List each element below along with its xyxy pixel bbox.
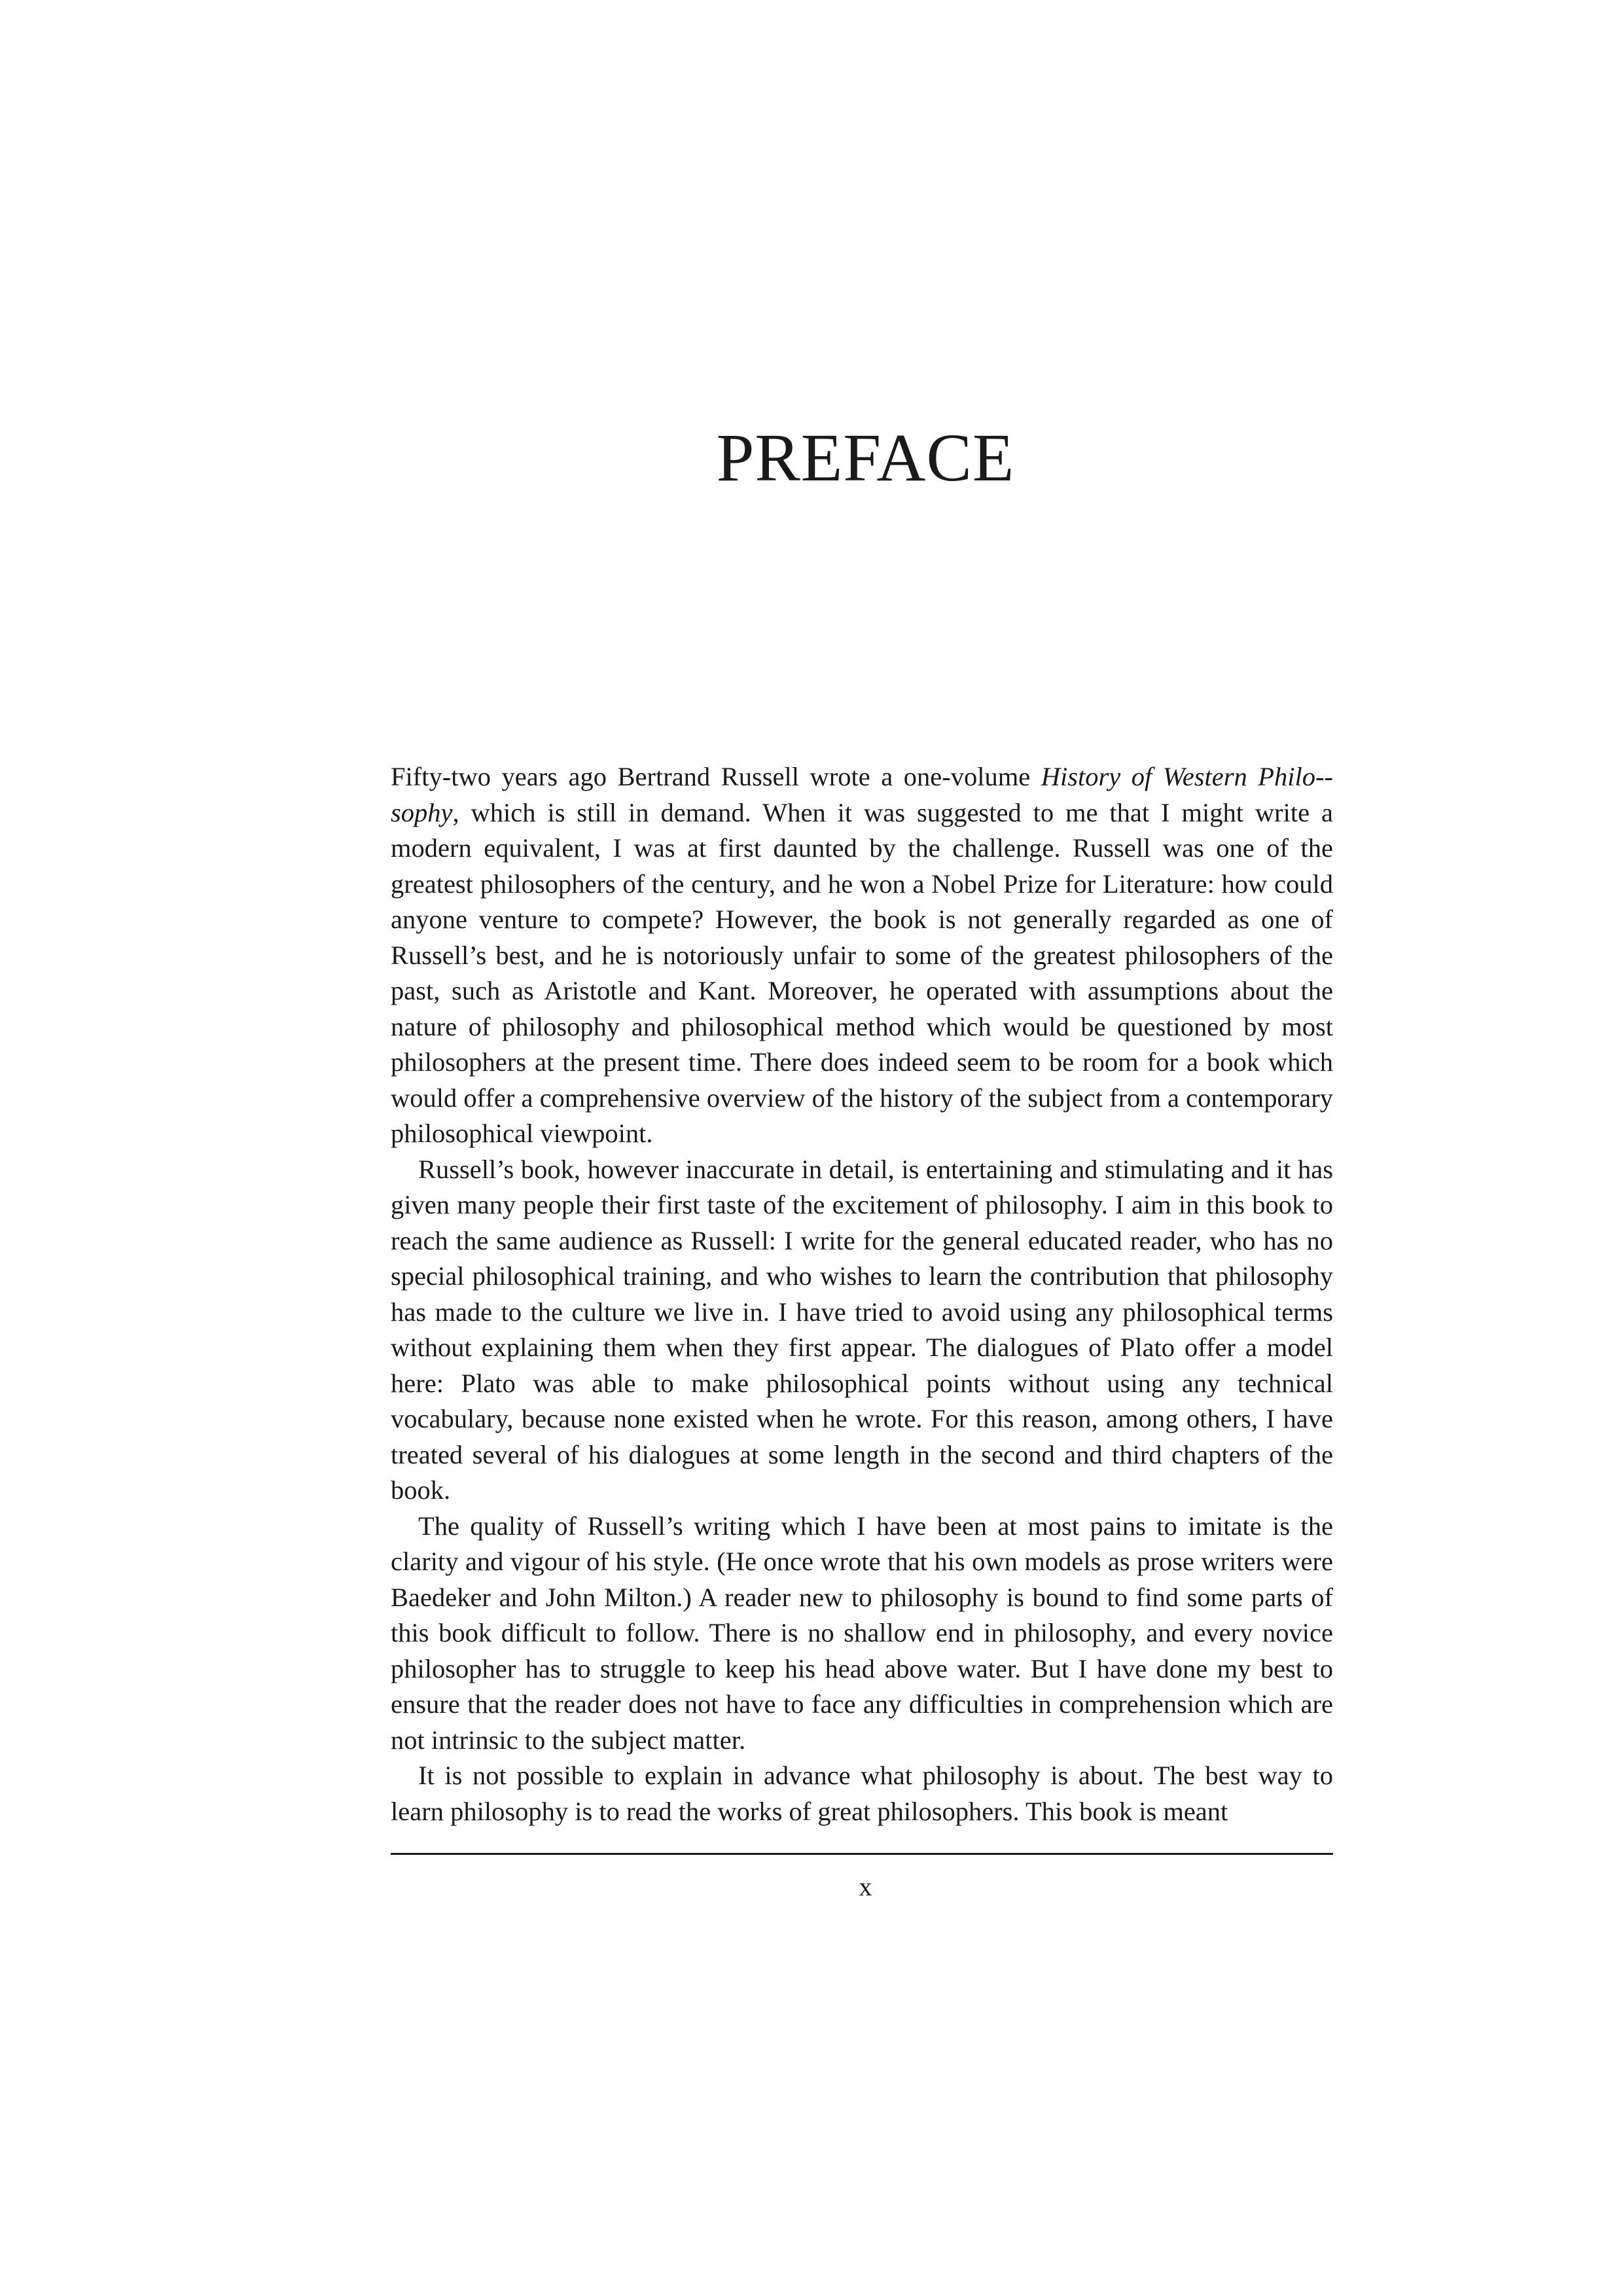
paragraph-2: Russell’s book, however inaccurate in detail, is entertaining and stimulating and it has given many people their first taste of the excitement of philosophy. I aim in this book to reach the same audience as Russell: I write for the general educated reader, who has no special philosophical training, and who wishes to learn the contribution that philosophy has made to the culture we live in. I have tried to avoid using any philosophical terms without explaining them when they first appear. The dialogues of Plato offer a model here: Plato was able to make philosophical points without using any technical vocabulary, because none existed when he wrote. For this reason, among others, I have treated several of his dialogues at some length in the second and third chapters of the book. [391, 1154, 1333, 1505]
book-title: History of Western Philo-sophy [391, 762, 1333, 827]
paragraph-4: It is not possible to explain in advance what philosophy is about. The best way to learn philosophy is to read the works of great philosophers. This book is meant [391, 1761, 1333, 1826]
paragraph-1-start: Fifty-two years ago Bertrand Russell wrote a one-volume [391, 762, 1041, 791]
footer-rule [391, 1853, 1333, 1855]
paragraph-1-rest: , which is still in demand. When it was suggested to me that I might write a modern equivalent, I was at first daunted by the challenge. Russell was one of the greatest philosophers of the century, and he won a Nobel Prize for Literature: how could anyone venture to compete? However, the book is not generally regarded as one of Russell’s best, and he is notoriously unfair to some of the greatest philosophers of the past, such as Aristotle and Kant. Moreover, he operated with assumptions about the nature of philosophy and philosophical method which would be questioned by most philosophers at the present time. There does indeed seem to be room for a book which would offer a comprehensive overview of the history of the subject from a contemporary philosophical viewpoint. [391, 797, 1333, 1148]
body-text [391, 759, 1333, 1829]
page-number: x [859, 1872, 872, 1901]
paragraph-3: The quality of Russell’s writing which I have been at most pains to imitate is the clarity and vigour of his style. (He once wrote that his own models as prose writers were Baedeker and John Milton.) A reader new to philosophy is bound to find some parts of this book difficult to follow. There is no shallow end in philosophy, and every novice philosopher has to struggle to keep his head above water. But I have done my best to ensure that the reader does not have to face any difficulties in comprehension which are not intrinsic to the subject matter. [391, 1511, 1333, 1755]
paragraph-1 [391, 759, 1333, 1152]
page-title: PREFACE [716, 420, 1015, 495]
